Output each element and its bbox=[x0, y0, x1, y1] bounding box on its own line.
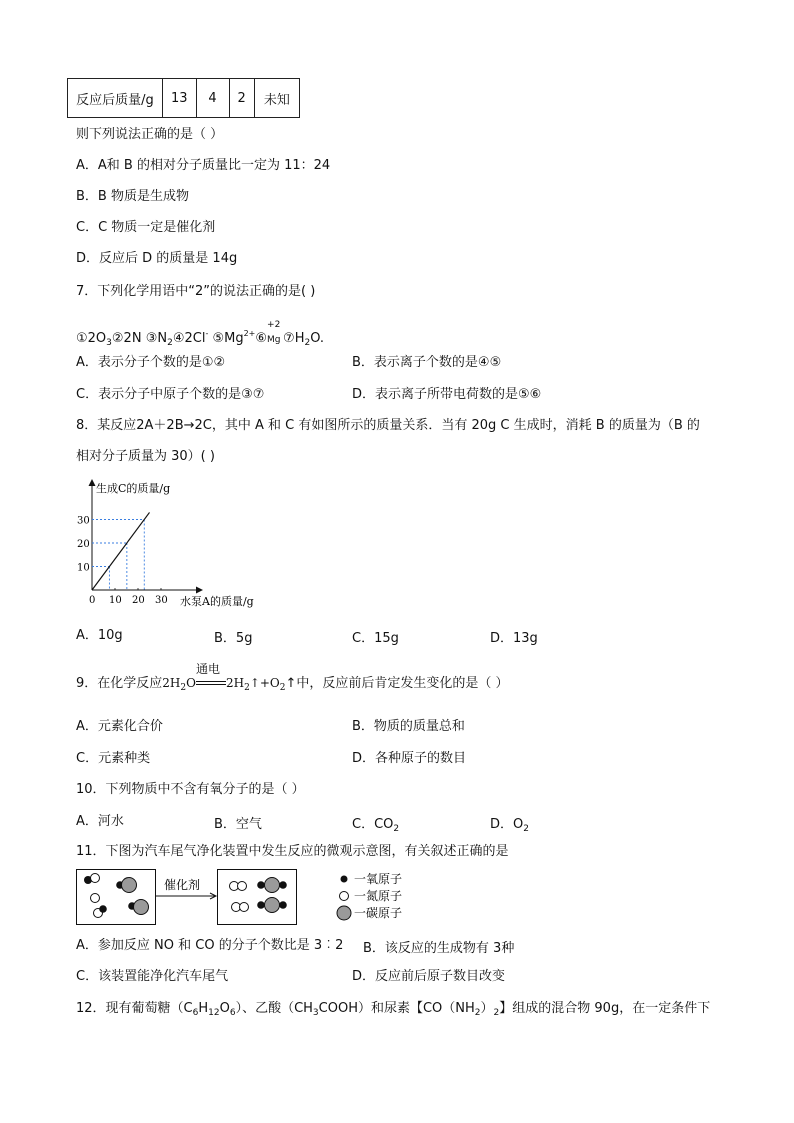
legend-oxygen-label: 一氧原子 bbox=[354, 872, 403, 886]
table-header-cell: 反应后质量/g bbox=[68, 79, 163, 118]
q8-option-d: D．13g bbox=[490, 631, 538, 646]
q9-condition-arrow bbox=[195, 662, 226, 687]
q9-eq-text: O bbox=[186, 676, 196, 690]
mass-table bbox=[67, 78, 300, 118]
table-cell: 2 bbox=[229, 79, 254, 118]
q12-sub: 2 bbox=[493, 1008, 500, 1018]
q7-superscript: - bbox=[205, 329, 209, 338]
q9-prefix: 9．在化学反应 bbox=[76, 676, 163, 691]
x-tick-label: 0 bbox=[89, 595, 96, 606]
q8-option-b: B．5g bbox=[214, 631, 253, 646]
q7-formulas bbox=[76, 320, 325, 352]
q7-subscript: 2 bbox=[304, 338, 311, 348]
q9-equation-left bbox=[162, 676, 196, 693]
q10-option-d-text: D．O bbox=[490, 817, 524, 832]
q7-formula-text: ②2N ③N bbox=[111, 331, 168, 346]
q11-option-b: B．该反应的生成物有 3种 bbox=[363, 941, 515, 956]
table-cell: 13 bbox=[163, 79, 197, 118]
q7-superscript: 2+ bbox=[243, 329, 256, 338]
x-axis-label: 水泵A的质量/g bbox=[180, 595, 254, 608]
q12-sub: 2 bbox=[474, 1008, 481, 1018]
q7-subscript: 3 bbox=[106, 338, 112, 348]
table-row bbox=[68, 79, 300, 118]
legend-nitrogen bbox=[340, 889, 403, 903]
q7-formula-text: ①2O bbox=[76, 331, 107, 346]
x-tick-label: 20 bbox=[132, 595, 145, 606]
q7-option-a: A．表示分子个数的是①② bbox=[76, 355, 226, 370]
q11-stem: 11．下图为汽车尾气净化装置中发生反应的微观示意图，有关叙述正确的是 bbox=[76, 844, 509, 859]
q8-option-c: C．15g bbox=[352, 631, 399, 646]
q9-equation-right bbox=[225, 676, 286, 693]
q7-option-b: B．表示离子个数的是④⑤ bbox=[352, 355, 502, 370]
q7-formula-text: ⑦H bbox=[283, 331, 305, 346]
legend-nitrogen-label: 一氮原子 bbox=[354, 889, 403, 903]
q9-eq-sub: 2 bbox=[244, 683, 250, 693]
q7-subscript: 2 bbox=[167, 338, 173, 348]
q7-formula-text: ⑤Mg bbox=[212, 331, 244, 346]
no-molecule bbox=[94, 905, 107, 917]
q7-option-c: C．表示分子中原子个数的是③⑦ bbox=[76, 387, 265, 402]
legend-carbon bbox=[337, 905, 402, 920]
co-molecule bbox=[128, 900, 148, 915]
q10-option-c-sub: 2 bbox=[393, 824, 400, 834]
q6-option-c: C．C 物质一定是催化剂 bbox=[76, 220, 216, 235]
q9-eq-text: 2H bbox=[162, 676, 181, 690]
q12-text: 】组成的混合物 90g，在一定条件下 bbox=[499, 1001, 711, 1016]
after-box bbox=[218, 870, 297, 925]
n2-molecule bbox=[232, 903, 249, 912]
q12-sub: 12 bbox=[208, 1008, 220, 1018]
y-axis-label: 生成C的质量/g bbox=[96, 482, 171, 495]
q12-text: ）、乙酸（CH bbox=[235, 1001, 313, 1016]
q10-option-c-text: C．CO bbox=[352, 817, 394, 832]
y-tick-label: 10 bbox=[77, 562, 90, 574]
q7-option-d: D．表示离子所带电荷数的是⑤⑥ bbox=[352, 387, 542, 402]
q11-option-c: C．该装置能净化汽车尾气 bbox=[76, 969, 229, 984]
q6-option-a: A．A和 B 的相对分子质量比一定为 11：24 bbox=[76, 158, 331, 173]
q7-stem: 7．下列化学用语中“2”的说法正确的是( ) bbox=[76, 284, 316, 299]
co2-molecule bbox=[257, 898, 287, 913]
q12-text: 12．现有葡萄糖（C bbox=[76, 1001, 193, 1016]
x-tick-label: 30 bbox=[155, 595, 168, 606]
q12-text: ） bbox=[480, 1001, 494, 1016]
table-cell: 4 bbox=[196, 79, 229, 118]
q10-option-b: B．空气 bbox=[214, 817, 262, 832]
q11-option-d: D．反应前后原子数目改变 bbox=[352, 969, 506, 984]
micro-reaction-diagram bbox=[76, 867, 416, 927]
q12-sub: 6 bbox=[192, 1008, 199, 1018]
q12-text: O bbox=[219, 1001, 230, 1016]
q9-eq-sub: 2 bbox=[180, 683, 187, 693]
q8-stem-line2: 相对分子质量为 30）( ) bbox=[76, 449, 215, 464]
q9-condition-label: 通电 bbox=[195, 662, 220, 676]
q12-sub: 3 bbox=[312, 1008, 319, 1018]
series-line bbox=[92, 512, 150, 590]
y-tick-label: 20 bbox=[77, 539, 90, 550]
q9-stem bbox=[76, 662, 509, 697]
q8-stem-line1: 8．某反应2A＋2B→2C，其中 A 和 C 有如图所示的质量关系．当有 20g C 生成时，消耗 B 的质量为（B 的 bbox=[76, 418, 700, 433]
mass-relation-chart bbox=[76, 476, 286, 612]
legend-carbon-label: 一碳原子 bbox=[354, 906, 403, 920]
q10-option-d-sub: 2 bbox=[523, 824, 529, 834]
q10-option-d bbox=[490, 813, 529, 834]
q9-suffix: ↑中，反应前后肯定发生变化的是（ ） bbox=[285, 676, 509, 691]
q6-stem: 则下列说法正确的是（ ） bbox=[76, 127, 224, 142]
q9-eq-text: ↑+O bbox=[249, 676, 280, 690]
q9-option-a: A．元素化合价 bbox=[76, 719, 163, 734]
q9-option-b: B．物质的质量总和 bbox=[352, 719, 465, 734]
co-molecule bbox=[116, 878, 136, 893]
q12-text: COOH）和尿素【CO（NH bbox=[318, 1001, 475, 1016]
n2-molecule bbox=[230, 882, 247, 891]
legend-oxygen bbox=[341, 872, 403, 886]
catalyst-label: 催化剂 bbox=[164, 878, 201, 892]
q10-option-c bbox=[352, 813, 399, 834]
q7-valence-label: +2 bbox=[267, 320, 281, 330]
q10-option-a: A．河水 bbox=[76, 814, 124, 829]
q7-formula-text: ⑥ bbox=[255, 331, 268, 346]
q7-mg-valence bbox=[267, 320, 283, 349]
q9-eq-sub: 2 bbox=[279, 683, 286, 693]
x-tick-label: 10 bbox=[109, 595, 122, 606]
q7-formula-text: O. bbox=[310, 331, 325, 346]
co2-molecule bbox=[257, 878, 287, 893]
q12-text: H bbox=[198, 1001, 209, 1016]
q9-option-d: D．各种原子的数目 bbox=[352, 751, 467, 766]
q10-stem: 10．下列物质中不含有氧分子的是（ ） bbox=[76, 782, 305, 797]
q6-option-d: D．反应后 D 的质量是 14g bbox=[76, 251, 238, 266]
no-molecule bbox=[91, 894, 100, 903]
q12-sub: 6 bbox=[229, 1008, 236, 1018]
q6-option-b: B．B 物质是生成物 bbox=[76, 189, 189, 204]
q8-option-a: A．10g bbox=[76, 628, 123, 643]
q7-mg-symbol: Mg bbox=[267, 335, 281, 345]
q7-formula-text: ④2Cl bbox=[172, 331, 206, 346]
q12-stem bbox=[76, 1000, 710, 1022]
q9-option-c: C．元素种类 bbox=[76, 751, 151, 766]
q9-eq-text: 2H bbox=[225, 676, 245, 690]
table-cell: 未知 bbox=[254, 79, 299, 118]
y-tick-label: 30 bbox=[77, 515, 90, 527]
q11-option-a: A．参加反应 NO 和 CO 的分子个数比是 3︰2 bbox=[76, 938, 344, 953]
no-molecule bbox=[84, 874, 100, 885]
